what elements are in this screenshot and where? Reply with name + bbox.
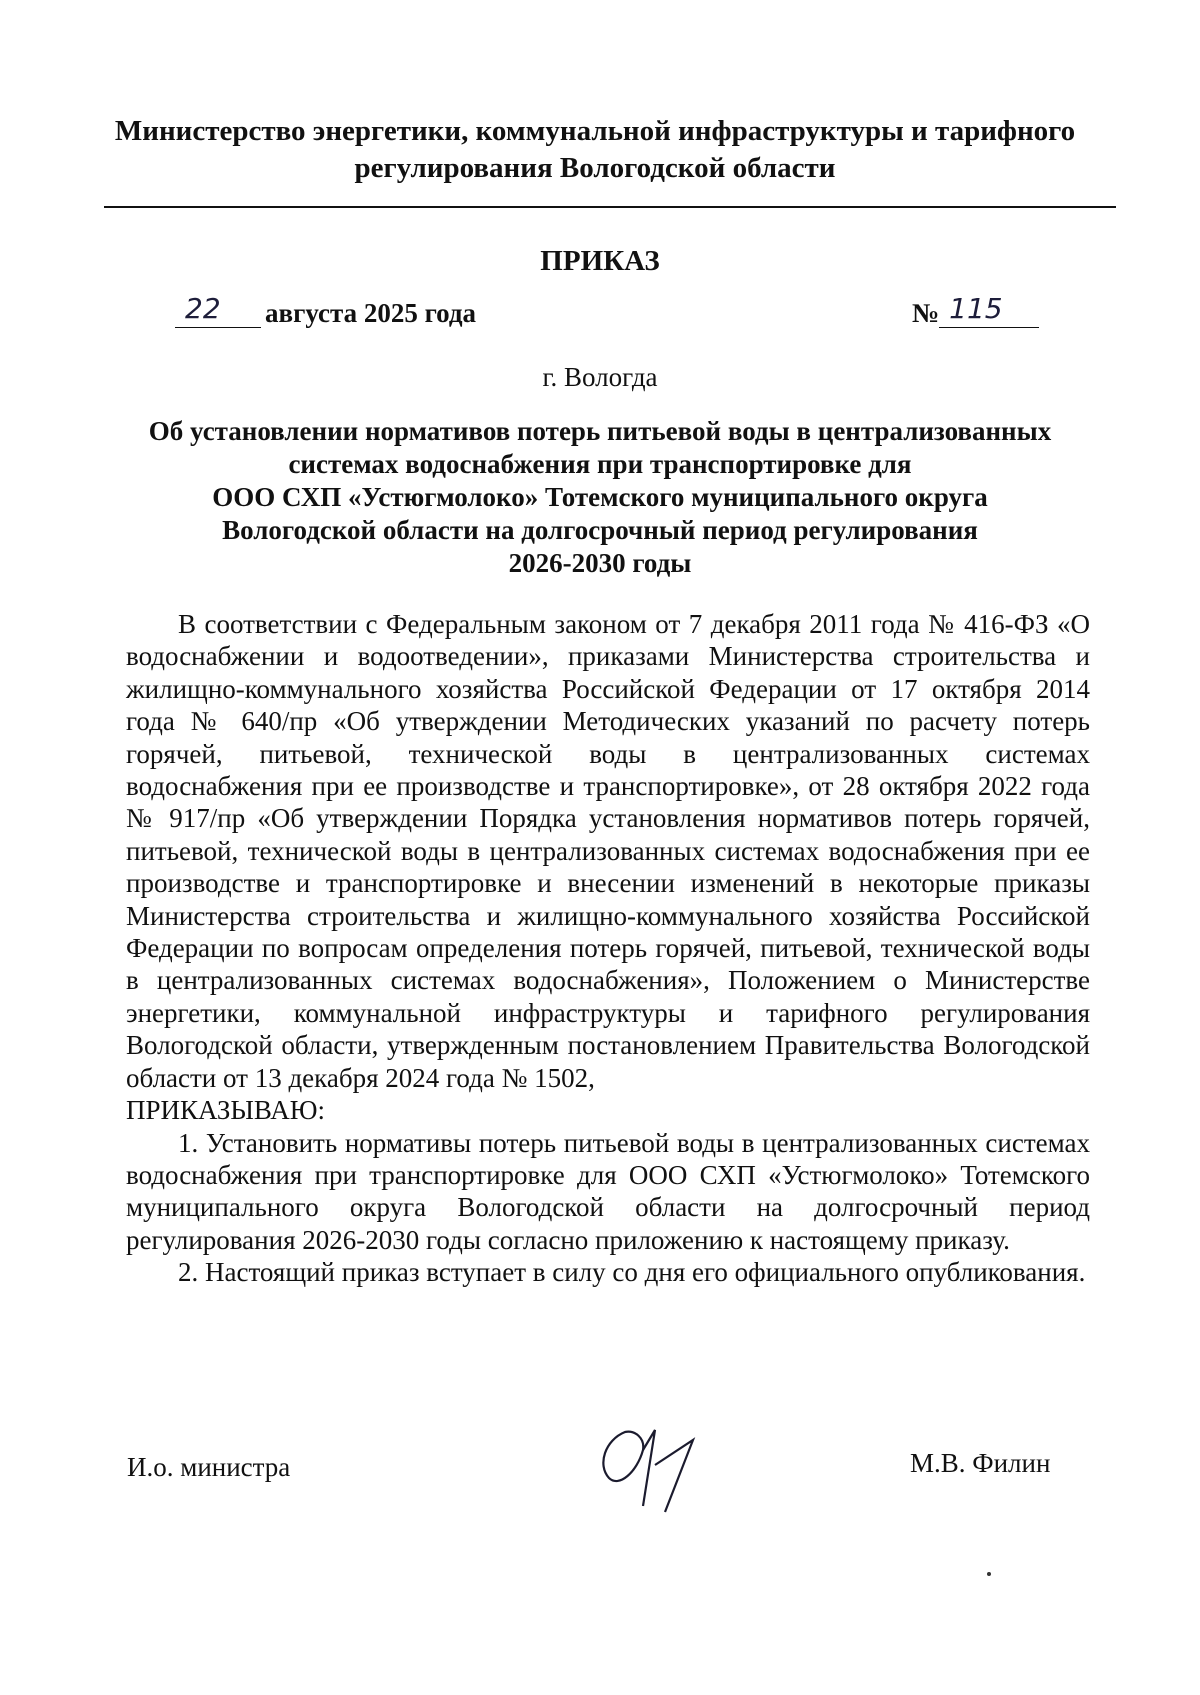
signatory-role: И.о. министра — [127, 1452, 291, 1482]
subject-line-4: Вологодской области на долгосрочный период регулирования — [222, 515, 978, 545]
order-subject — [110, 415, 1090, 580]
ministry-header — [110, 113, 1080, 187]
subject-line-5: 2026-2030 годы — [508, 548, 692, 578]
date-handwritten-day: 22 — [185, 292, 221, 325]
number-handwritten-field — [939, 292, 1039, 328]
ministry-line-1: Министерство энергетики, коммунальной инфраструктуры и тарифного — [114, 115, 1076, 147]
date-handwritten-field — [175, 292, 261, 328]
city: г. Вологда — [542, 362, 658, 392]
signatory-name: М.В. Филин — [910, 1448, 1051, 1478]
command-word: ПРИКАЗЫВАЮ: — [126, 1095, 325, 1126]
number-handwritten-value: 115 — [949, 292, 1003, 325]
preamble-paragraph: В соответствии с Федеральным законом от 7 декабря 2011 года № 416-ФЗ «О водоснабжении и водоотведении», приказами Министерства строительства и жилищно-коммунального хозяйства Российской Федерации от 17 октября 2014 года № 640/пр «Об утверждении Методических указаний по расчету потерь горячей, питьевой, технической воды в централизованных системах водоснабжения при ее производстве и транспортировке», от 28 октября 2022 года № 917/пр «Об утверждении Порядка установления нормативов потерь горячей, питьевой, технической воды в централизованных системах водоснабжения при ее производстве и транспортировке и внесении изменений в некоторые приказы Министерства строительства и жилищно-коммунального хозяйства Российской Федерации по вопросам определения потерь горячей, питьевой, технической воды в централизованных системах водоснабжения», Положением о Министерстве энергетики, коммунальной инфраструктуры и тарифного регулирования Вологодской области, утвержденным постановлением Правительства Вологодской области от 13 декабря 2024 года № 1502, — [126, 609, 1090, 1093]
handwritten-signature — [585, 1410, 745, 1520]
item-1-paragraph: 1. Установить нормативы потерь питьевой воды в централизованных системах водоснабжения при транспортировке для ООО СХП «Устюгмолоко» Тотемского муниципального округа Вологодской области на долгосрочный период регулирования 2026-2030 годы согласно приложению к настоящему приказу. — [126, 1127, 1090, 1255]
order-body — [126, 608, 1090, 1289]
ministry-line-2: регулирования Вологодской области — [354, 152, 836, 184]
order-number — [912, 292, 1039, 329]
speck-mark — [987, 1572, 991, 1576]
subject-line-2: системах водоснабжения при транспортировке для — [288, 449, 912, 479]
number-prefix: № — [912, 298, 940, 328]
subject-line-3: ООО СХП «Устюгмолоко» Тотемского муниципального округа — [212, 482, 988, 512]
subject-line-1: Об установлении нормативов потерь питьевой воды в централизованных — [148, 416, 1052, 446]
order-date — [175, 292, 477, 329]
date-text: августа 2025 года — [265, 298, 477, 328]
item-2-paragraph: 2. Настоящий приказ вступает в силу со дня его официального опубликования. — [178, 1257, 1086, 1288]
document-title: ПРИКАЗ — [540, 245, 660, 277]
header-divider — [104, 206, 1116, 208]
